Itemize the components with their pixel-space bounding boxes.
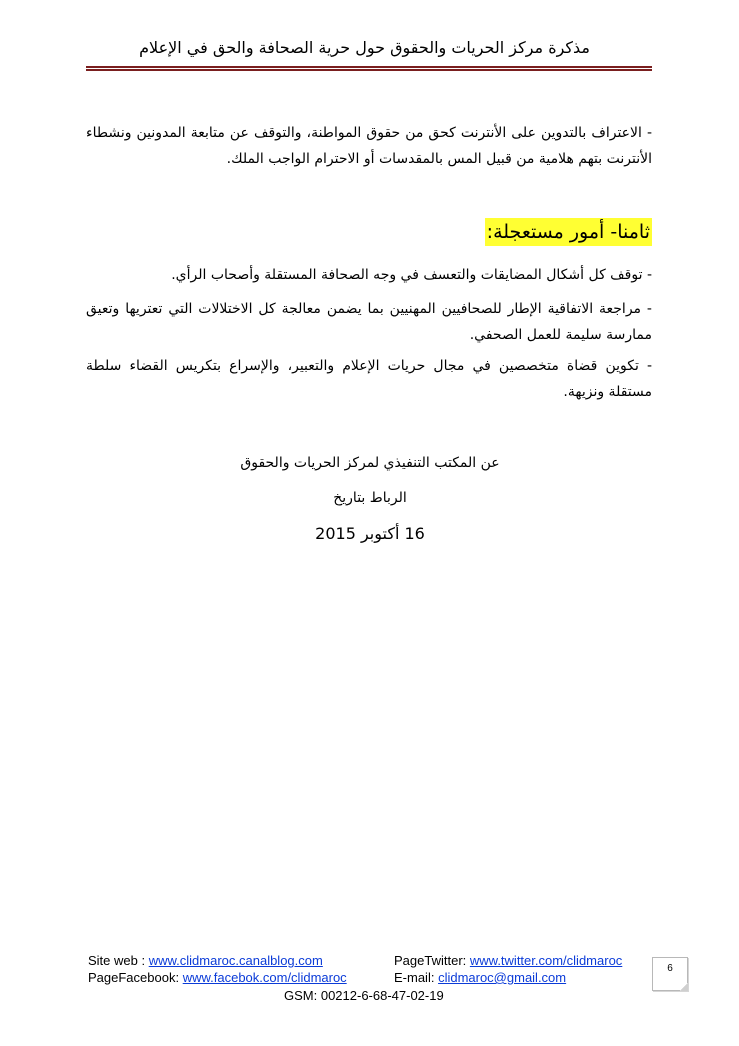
signature-office: عن المكتب التنفيذي لمركز الحريات والحقوق xyxy=(240,455,500,471)
footer-email xyxy=(394,969,566,986)
paragraph-framework-agreement: - مراجعة الاتفاقية الإطار للصحافيين المهنيين بما يضمن معالجة كل الاختلالات التي تعتريها وتعيق ممارسة سليمة للعمل الصحفي. xyxy=(86,301,652,343)
footer-gsm: GSM: 00212-6-68-47-02-19 xyxy=(284,988,444,1003)
signature-place: الرباط بتاريخ xyxy=(333,490,407,506)
paragraph-stop-harassment: - توقف كل أشكال المضايقات والتعسف في وجه الصحافة المستقلة وأصحاب الرأي. xyxy=(171,267,652,283)
footer-site-link[interactable]: www.clidmaroc.canalblog.com xyxy=(148,953,323,968)
page-header-title: مذكرة مركز الحريات والحقوق حول حرية الصحافة والحق في الإعلام xyxy=(139,38,590,57)
footer-twitter-link[interactable]: www.twitter.com/clidmaroc xyxy=(469,953,623,968)
footer-email-label: E-mail: xyxy=(394,970,439,985)
section-heading-urgent-matters: ثامنا- أمور مستعجلة: xyxy=(485,218,652,246)
signature-date: 16 أكتوبر 2015 xyxy=(315,524,425,543)
footer-twitter xyxy=(394,952,622,969)
footer-site-label: Site web : xyxy=(88,953,149,968)
page-number-box xyxy=(652,957,688,991)
footer-facebook xyxy=(88,969,347,986)
footer-email-link[interactable]: clidmaroc@gmail.com xyxy=(438,970,567,985)
footer-twitter-label: PageTwitter: xyxy=(394,953,470,968)
paragraph-blogging-rights: - الاعتراف بالتدوين على الأنترنت كحق من حقوق المواطنة، والتوقف عن متابعة المدونين ونشطاء الأنترنت بتهم هلامية من قبيل المس بالمقدسات أو الاحترام الواجب الملك. xyxy=(86,125,652,167)
header-divider xyxy=(86,66,652,71)
footer-facebook-label: PageFacebook: xyxy=(88,970,183,985)
footer-site xyxy=(88,952,323,969)
paragraph-specialized-judges: - تكوين قضاة متخصصين في مجال حريات الإعلام والتعبير، والإسراع بتكريس القضاء سلطة مستقلة ونزيهة. xyxy=(86,358,652,400)
page-number: 6 xyxy=(667,963,673,974)
footer-facebook-link[interactable]: www.facebok.com/clidmaroc xyxy=(182,970,347,985)
